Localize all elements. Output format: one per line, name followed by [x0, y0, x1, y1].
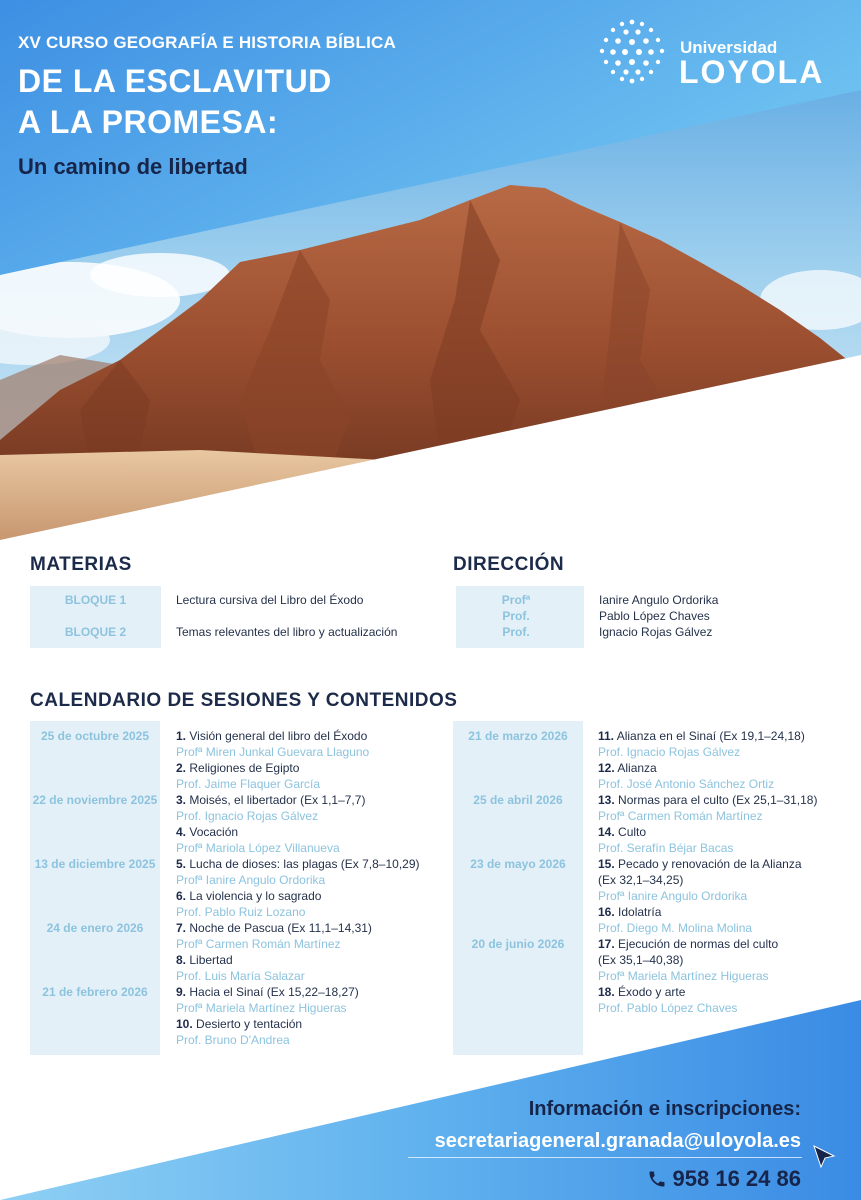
materias-heading: MATERIAS — [30, 554, 132, 575]
logo-word-loyola: LOYOLA — [679, 54, 825, 90]
session-1: 1. Visión general del libro del Éxodo — [176, 729, 368, 743]
date-3: 13 de diciembre 2025 — [34, 857, 156, 871]
session-6: 6. La violencia y lo sagrado — [176, 889, 322, 903]
main-title-line1: DE LA ESCLAVITUD — [18, 63, 332, 99]
session-2: 2. Religiones de Egipto — [176, 761, 300, 775]
direccion-label-1: Profª — [501, 593, 531, 607]
session-12: 12. Alianza — [598, 761, 657, 775]
session-17-prof: Profª Mariela Martínez Higueras — [598, 969, 769, 983]
email-underline — [408, 1157, 802, 1158]
session-13-prof: Profª Carmen Román Martínez — [598, 809, 763, 823]
session-15: 15. Pecado y renovación de la Alianza — [598, 857, 802, 871]
date-2: 22 de noviembre 2025 — [32, 793, 158, 807]
date-9: 20 de junio 2026 — [471, 937, 565, 951]
session-16: 16. Idolatría — [598, 905, 662, 919]
session-12-prof: Prof. José Antonio Sánchez Ortiz — [598, 777, 775, 791]
session-13: 13. Normas para el culto (Ex 25,1–31,18) — [598, 793, 818, 807]
session-9: 9. Hacia el Sinaí (Ex 15,22–18,27) — [176, 985, 359, 999]
logo-word-universidad: Universidad — [680, 38, 778, 57]
session-5: 5. Lucha de dioses: las plagas (Ex 7,8–10,29) — [176, 857, 420, 871]
date-6: 21 de marzo 2026 — [468, 729, 568, 743]
info-heading: Información e inscripciones: — [528, 1098, 801, 1120]
session-3: 3. Moisés, el libertador (Ex 1,1–7,7) — [176, 793, 366, 807]
calendario-heading: CALENDARIO DE SESIONES Y CONTENIDOS — [30, 690, 458, 711]
contact-phone[interactable]: 958 16 24 86 — [672, 1166, 801, 1191]
direccion-name-3: Ignacio Rojas Gálvez — [599, 625, 713, 639]
session-5-prof: Profª Ianire Angulo Ordorika — [176, 873, 326, 887]
bloque1-text: Lectura cursiva del Libro del Éxodo — [176, 593, 364, 607]
university-logo[interactable] — [596, 16, 846, 90]
date-1: 25 de octubre 2025 — [40, 729, 150, 743]
session-15-prof: Profª Ianire Angulo Ordorika — [598, 889, 748, 903]
course-kicker: XV CURSO GEOGRAFÍA E HISTORIA BÍBLICA — [18, 33, 396, 52]
date-4: 24 de enero 2026 — [46, 921, 144, 935]
session-9-prof: Profª Mariela Martínez Higueras — [176, 1001, 347, 1015]
contact-email-link[interactable]: secretariageneral.granada@uloyola.es — [434, 1130, 801, 1152]
session-7-prof: Profª Carmen Román Martínez — [176, 937, 341, 951]
main-title-line2: A LA PROMESA: — [18, 104, 279, 140]
subtitle: Un camino de libertad — [18, 154, 248, 179]
session-14: 14. Culto — [598, 825, 647, 839]
globe-dots-icon — [596, 16, 668, 86]
session-17: 17. Ejecución de normas del culto — [598, 937, 779, 951]
direccion-label-2: Prof. — [502, 609, 530, 623]
session-6-prof: Prof. Pablo Ruiz Lozano — [176, 905, 306, 919]
direccion-heading: DIRECCIÓN — [453, 554, 565, 575]
direccion-name-2: Pablo López Chaves — [599, 609, 710, 623]
bloque1-label: BLOQUE 1 — [64, 593, 127, 607]
session-11-prof: Prof. Ignacio Rojas Gálvez — [598, 745, 741, 759]
date-5: 21 de febrero 2026 — [42, 985, 148, 999]
direccion-name-1: Ianire Angulo Ordorika — [599, 593, 719, 607]
session-18-prof: Prof. Pablo López Chaves — [598, 1001, 738, 1015]
session-8-prof: Prof. Luis María Salazar — [176, 969, 305, 983]
session-3-prof: Prof. Ignacio Rojas Gálvez — [176, 809, 319, 823]
session-18: 18. Éxodo y arte — [598, 985, 686, 999]
date-8: 23 de mayo 2026 — [470, 857, 566, 871]
session-8: 8. Libertad — [176, 953, 233, 967]
session-16-prof: Prof. Diego M. Molina Molina — [598, 921, 753, 935]
phone-icon — [647, 1169, 667, 1189]
cursor-arrow-icon — [812, 1144, 836, 1170]
bloque2-label: BLOQUE 2 — [64, 625, 127, 639]
direccion-label-3: Prof. — [502, 625, 530, 639]
bloque2-text: Temas relevantes del libro y actualización — [176, 625, 398, 639]
session-4-prof: Profª Mariola López Villanueva — [176, 841, 340, 855]
session-2-prof: Prof. Jaime Flaquer García — [176, 777, 321, 791]
session-17-ref: (Ex 35,1–40,38) — [598, 953, 684, 967]
session-15-ref: (Ex 32,1–34,25) — [598, 873, 684, 887]
session-14-prof: Prof. Serafín Béjar Bacas — [598, 841, 734, 855]
session-10-prof: Prof. Bruno D'Andrea — [176, 1033, 290, 1047]
session-11: 11. Alianza en el Sinaí (Ex 19,1–24,18) — [598, 729, 805, 743]
session-10: 10. Desierto y tentación — [176, 1017, 303, 1031]
session-4: 4. Vocación — [176, 825, 239, 839]
session-1-prof: Profª Miren Junkal Guevara Llaguno — [176, 745, 370, 759]
date-7: 25 de abril 2026 — [473, 793, 563, 807]
session-7: 7. Noche de Pascua (Ex 11,1–14,31) — [176, 921, 372, 935]
